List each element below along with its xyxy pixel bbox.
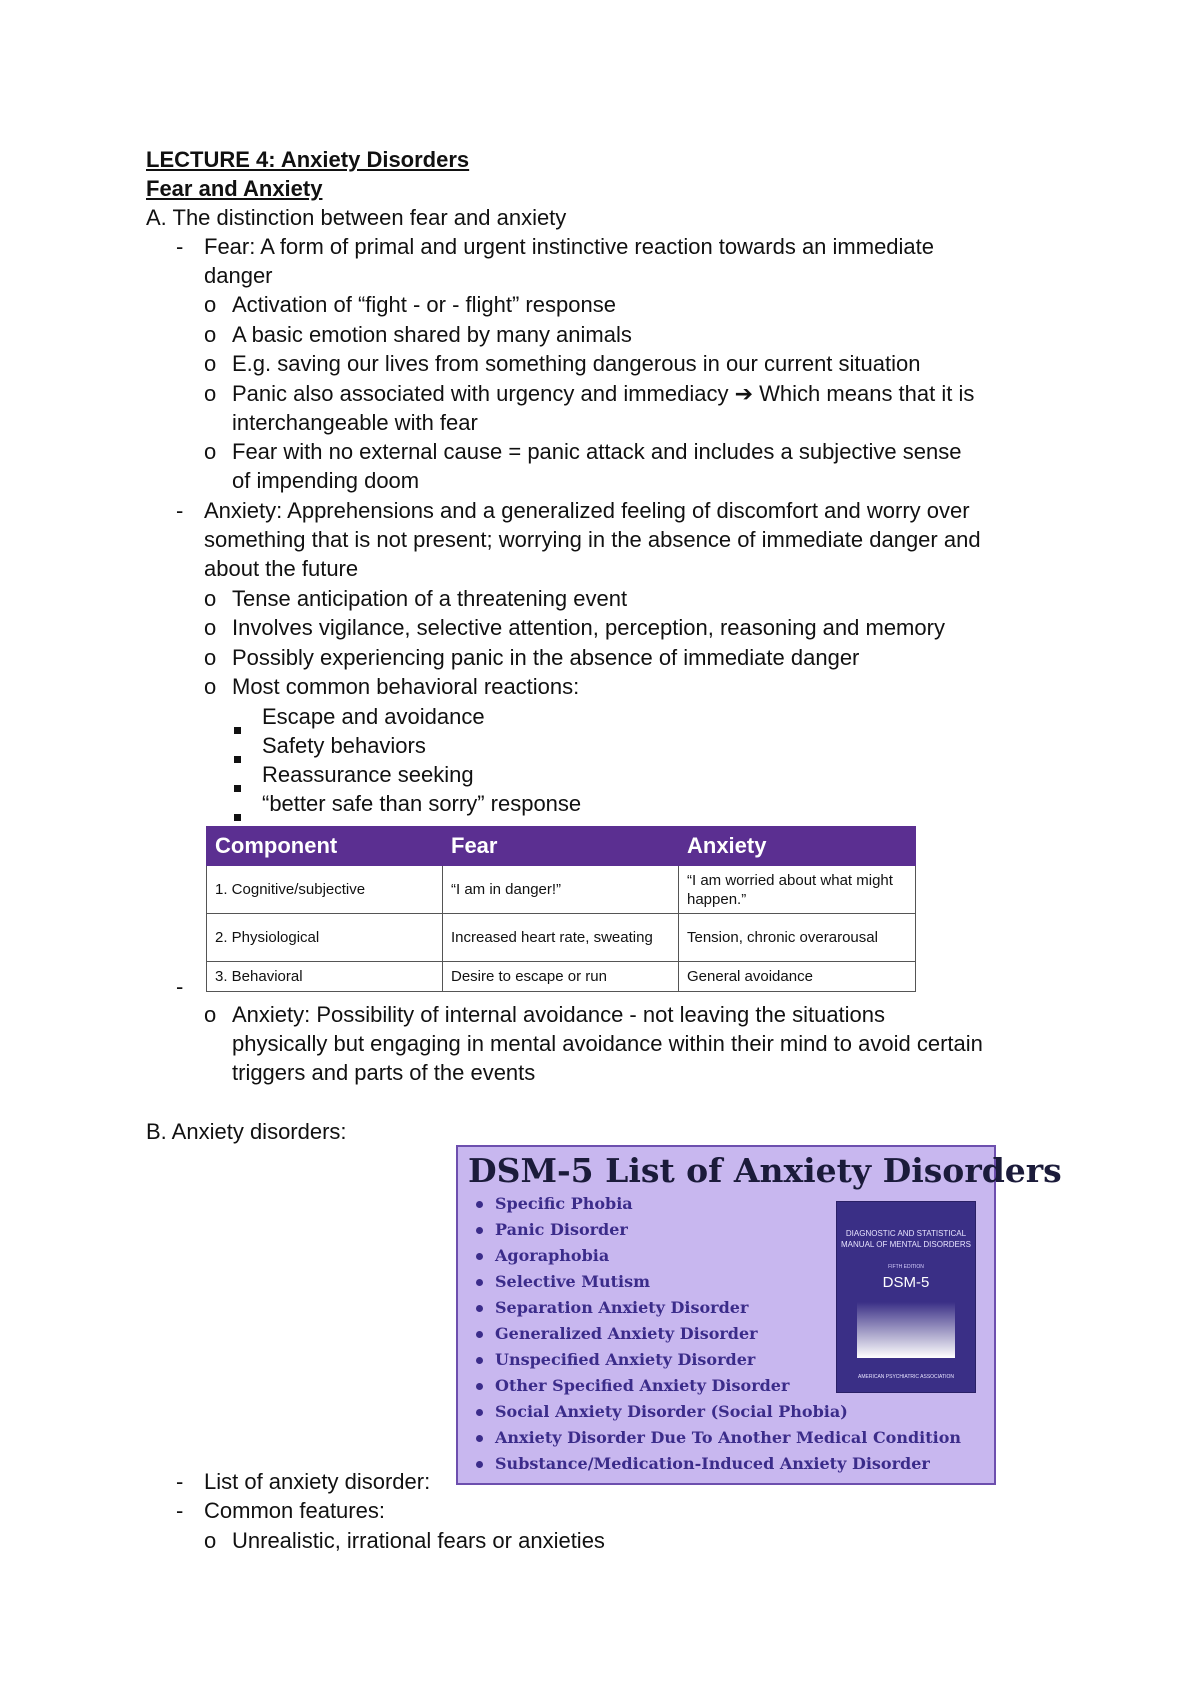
book-title: DIAGNOSTIC AND STATISTICAL MANUAL OF MENTAL DISORDERS [841,1229,971,1249]
book-edition: FIFTH EDITION [888,1264,924,1270]
list-item: Social Anxiety Disorder (Social Phobia) [476,1399,961,1425]
table-cell: 1. Cognitive/subjective [207,866,443,914]
circle-marker: o [204,381,217,406]
fear-point-continuation: of impending doom [232,468,420,493]
arrow-icon: ➔ [734,381,754,406]
circle-marker: o [204,645,217,670]
dsm5-title: DSM-5 List of Anxiety Disorders [468,1151,1062,1190]
table-header-row [207,827,916,866]
bullet-icon [476,1253,483,1260]
circle-marker: o [204,351,217,376]
circle-marker: o [204,322,217,347]
section-subtitle: Fear and Anxiety [146,176,323,201]
anxiety-definition-line3: about the future [204,556,359,581]
anxiety-point: Possibly experiencing panic in the absence of immediate danger [232,645,860,670]
behavioral-reaction: “better safe than sorry” response [262,791,582,816]
anxiety-point: Tense anticipation of a threatening event [232,586,628,611]
table-cell: General avoidance [679,962,916,992]
anxiety-definition-line2: something that is not present; worrying in the absence of immediate danger and [204,527,981,552]
internal-avoidance-line1: Anxiety: Possibility of internal avoidance - not leaving the situations [232,1002,886,1027]
fear-point: E.g. saving our lives from something dangerous in our current situation [232,351,921,376]
bullet-icon [476,1435,483,1442]
list-item: Separation Anxiety Disorder [476,1295,961,1321]
book-name: DSM-5 [882,1274,930,1291]
bullet-icon [476,1279,483,1286]
bullet-icon [476,1331,483,1338]
table-header-cell: Component [207,827,443,866]
circle-marker: o [204,439,217,464]
table-cell: 3. Behavioral [207,962,443,992]
panic-text: Panic also associated with urgency and immediacy [232,381,729,406]
common-features-label: Common features: [204,1498,385,1523]
fear-point: Fear with no external cause = panic attack and includes a subjective sense [232,439,962,464]
list-item: Substance/Medication-Induced Anxiety Disorder [476,1451,961,1477]
bullet-icon [476,1461,483,1468]
circle-marker: o [204,292,217,317]
common-feature-point: Unrealistic, irrational fears or anxieties [232,1528,605,1553]
list-item: Unspecified Anxiety Disorder [476,1347,961,1373]
list-item: Panic Disorder [476,1217,961,1243]
section-b-label: B. Anxiety disorders: [146,1119,347,1144]
lecture-title: LECTURE 4: Anxiety Disorders [146,147,470,172]
bullet-icon [476,1409,483,1416]
square-bullet-icon [234,772,241,798]
dsm5-list-image [456,1145,1062,1485]
behavioral-reaction: Escape and avoidance [262,704,485,729]
dsm5-book-cover [836,1201,976,1393]
bullet-icon [476,1201,483,1208]
table-header-cell: Fear [443,827,679,866]
behavioral-reaction: Safety behaviors [262,733,426,758]
anxiety-point: Most common behavioral reactions: [232,674,580,699]
bullet-icon [476,1357,483,1364]
table-row [207,866,916,914]
circle-marker: o [204,1528,217,1553]
list-item: Specific Phobia [476,1191,961,1217]
bullet-icon [476,1227,483,1234]
list-item: Other Specified Anxiety Disorder [476,1373,961,1399]
circle-marker: o [204,674,217,699]
square-bullet-icon [234,801,241,827]
table-header-cell: Anxiety [679,827,916,866]
dash-marker: - [176,1498,184,1523]
dash-marker: - [176,1469,184,1494]
circle-marker: o [204,615,217,640]
section-a-label: A. The distinction between fear and anxiety [146,205,567,230]
bullet-icon [476,1305,483,1312]
internal-avoidance-line2: physically but engaging in mental avoidance within their mind to avoid certain [232,1031,983,1056]
list-item: Selective Mutism [476,1269,961,1295]
table-cell: “I am in danger!” [443,866,679,914]
table-cell: Tension, chronic overarousal [679,914,916,962]
fear-point-panic [232,380,974,408]
table-cell: Increased heart rate, sweating [443,914,679,962]
behavioral-reaction: Reassurance seeking [262,762,474,787]
table-cell: “I am worried about what might happen.” [679,866,916,914]
square-bullet-icon [234,743,241,769]
book-publisher: AMERICAN PSYCHIATRIC ASSOCIATION [858,1374,954,1380]
anxiety-definition-line1: Anxiety: Apprehensions and a generalized feeling of discomfort and worry over [204,498,970,523]
bullet-icon [476,1383,483,1390]
book-gradient [857,1302,955,1358]
panic-text-tail: Which means that it is [759,381,975,406]
list-label: List of anxiety disorder: [204,1469,431,1494]
fear-point-continuation: interchangeable with fear [232,410,478,435]
fear-anxiety-table [206,826,916,992]
fear-definition-line1: Fear: A form of primal and urgent instinctive reaction towards an immediate [204,234,935,259]
table-cell: 2. Physiological [207,914,443,962]
fear-point: A basic emotion shared by many animals [232,322,632,347]
table-cell: Desire to escape or run [443,962,679,992]
list-item: Anxiety Disorder Due To Another Medical Condition [476,1425,961,1451]
dash-marker: - [176,498,184,523]
dash-marker: - [176,974,184,999]
circle-marker: o [204,586,217,611]
internal-avoidance-line3: triggers and parts of the events [232,1060,536,1085]
anxiety-point: Involves vigilance, selective attention, perception, reasoning and memory [232,615,945,640]
fear-definition-line2: danger [204,263,273,288]
list-item: Generalized Anxiety Disorder [476,1321,961,1347]
table-row [207,914,916,962]
table-row [207,962,916,992]
square-bullet-icon [234,714,241,740]
list-item: Agoraphobia [476,1243,961,1269]
dash-marker: - [176,234,184,259]
fear-point: Activation of “fight - or - flight” response [232,292,616,317]
circle-marker: o [204,1002,217,1027]
